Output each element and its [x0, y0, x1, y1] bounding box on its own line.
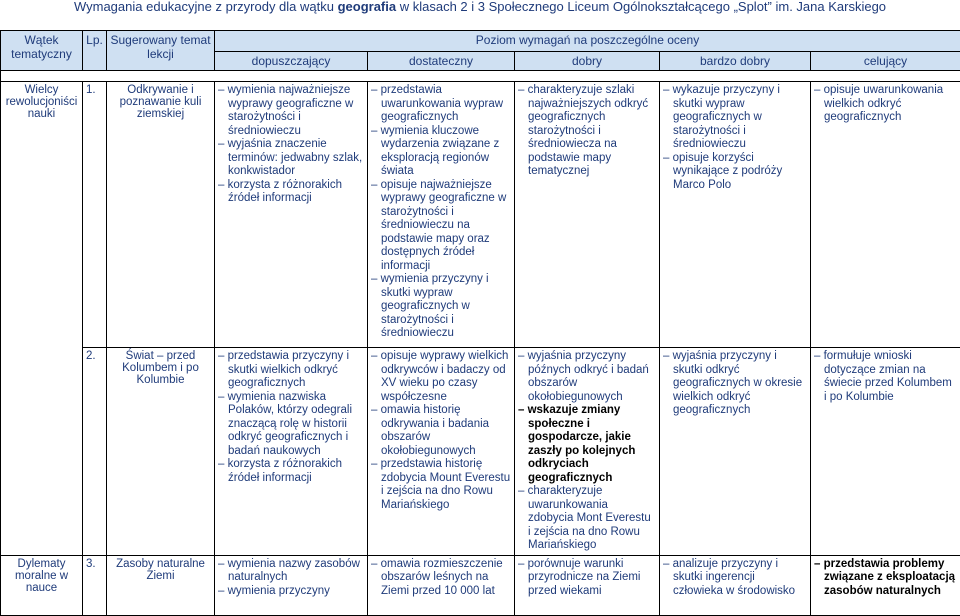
grade-cell-dostateczny — [368, 555, 515, 615]
requirement-item: – przedstawia historię zdobycia Mount Everestu i zejścia na dno Rowu Mariańskiego — [371, 458, 511, 512]
grade-cell-dostateczny — [368, 348, 515, 556]
header-lp: Lp. — [83, 31, 107, 71]
temat-cell: Świat – przed Kolumbem i po Kolumbie — [107, 348, 215, 556]
requirement-item: – formułuje wnioski dotyczące zmian na świecie przed Kolumbem i po Kolumbie — [814, 350, 957, 404]
header-grade: dobry — [515, 52, 660, 71]
table-row — [1, 82, 960, 348]
requirement-item: – wskazuje zmiany społeczne i gospodarcze, jakie zaszły po kolejnych odkryciach geograficznych — [518, 404, 656, 485]
requirement-item: – opisuje wyprawy wielkich odkrywców i badaczy od XV wieku po czasy współczesne — [371, 350, 511, 404]
requirement-item: – wyjaśnia znaczenie terminów: jedwabny szlak, konkwistador — [218, 138, 364, 179]
header-grade: celujący — [811, 52, 960, 71]
title-prefix: Wymagania edukacyjne z przyrody dla wątku — [74, 0, 338, 14]
grade-cell-bardzo-dobry — [660, 555, 811, 615]
grade-cell-dopuszczajacy — [215, 348, 368, 556]
lp-cell: 2. — [83, 348, 107, 556]
requirement-item: – wymienia nazwy zasobów naturalnych — [218, 558, 364, 585]
requirement-item: – wykazuje przyczyny i skutki wypraw geograficznych w starożytności i średniowieczu — [663, 84, 807, 152]
lp-cell: 1. — [83, 82, 107, 348]
header-poziom: Poziom wymagań na poszczególne oceny — [215, 31, 960, 52]
requirement-item: – przedstawia problemy związane z eksploatacją zasobów naturalnych — [814, 558, 957, 599]
grade-cell-dostateczny — [368, 82, 515, 348]
document-title — [0, 0, 960, 18]
header-grade: dopuszczający — [215, 52, 368, 71]
lp-cell: 3. — [83, 555, 107, 615]
watek-cell: Wielcy rewolucjoniści nauki — [1, 82, 83, 556]
requirement-item: – analizuje przyczyny i skutki ingerencji człowieka w środowisko — [663, 558, 807, 599]
requirement-item: – porównuje warunki przyrodnicze na Ziemi przed wiekami — [518, 558, 656, 599]
requirements-table — [0, 30, 960, 616]
watek-cell: Dylematy moralne w nauce — [1, 555, 83, 615]
grade-cell-dopuszczajacy — [215, 555, 368, 615]
requirement-item: – opisuje korzyści wynikające z podróży Marco Polo — [663, 152, 807, 193]
requirement-item: – charakteryzuje uwarunkowania zdobycia Mont Everestu i zejścia na dno Rowu Mariańskiego — [518, 485, 656, 553]
temat-cell: Zasoby naturalne Ziemi — [107, 555, 215, 615]
grade-cell-bardzo-dobry — [660, 348, 811, 556]
title-suffix: w klasach 2 i 3 Społecznego Liceum Ogólnokształcącego „Splot” im. Jana Karskiego — [396, 0, 886, 14]
temat-cell: Odkrywanie i poznawanie kuli ziemskiej — [107, 82, 215, 348]
requirement-item: – wymienia kluczowe wydarzenia związane z eksploracją regionów świata — [371, 125, 511, 179]
header-grade: dostateczny — [368, 52, 515, 71]
requirement-item: – opisuje najważniejsze wyprawy geograficzne w starożytności i średniowieczu na podstawie mapy oraz dostępnych źródeł informacji — [371, 179, 511, 274]
requirement-item: – wymienia nazwiska Polaków, którzy odegrali znaczącą rolę w historii odkryć geograficznych i badań naukowych — [218, 391, 364, 459]
requirement-item: – wyjaśnia przyczyny i skutki odkryć geograficznych w okresie wielkich odkryć geograficznych — [663, 350, 807, 418]
requirement-item: – przedstawia uwarunkowania wypraw geograficznych — [371, 84, 511, 125]
grade-cell-dobry — [515, 82, 660, 348]
grade-cell-dobry — [515, 555, 660, 615]
requirement-item: – charakteryzuje szlaki najważniejszych odkryć geograficznych starożytności i średniowiecza na podstawie mapy tematycznej — [518, 84, 656, 179]
grade-cell-dopuszczajacy — [215, 82, 368, 348]
grade-cell-celujacy — [811, 82, 960, 348]
requirement-item: – przedstawia przyczyny i skutki wielkich odkryć geograficznych — [218, 350, 364, 391]
grade-cell-celujacy — [811, 555, 960, 615]
requirement-item: – omawia rozmieszczenie obszarów leśnych na Ziemi przed 10 000 lat — [371, 558, 511, 599]
requirement-item: – wyjaśnia przyczyny późnych odkryć i badań obszarów okołobiegunowych — [518, 350, 656, 404]
grade-cell-dobry — [515, 348, 660, 556]
requirement-item: – omawia historię odkrywania i badania obszarów okołobiegunowych — [371, 404, 511, 458]
header-grade: bardzo dobry — [660, 52, 811, 71]
requirement-item: – korzysta z różnorakich źródeł informacji — [218, 179, 364, 206]
grade-cell-bardzo-dobry — [660, 82, 811, 348]
header-temat: Sugerowany temat lekcji — [107, 31, 215, 71]
requirement-item: – wymienia najważniejsze wyprawy geograficzne w starożytności i średniowieczu — [218, 84, 364, 138]
requirement-item: – wymienia przyczyny — [218, 585, 364, 599]
header-watek: Wątek tematyczny — [1, 31, 83, 71]
requirement-item: – korzysta z różnorakich źródeł informacji — [218, 458, 364, 485]
grade-cell-celujacy — [811, 348, 960, 556]
table-row — [1, 555, 960, 615]
title-bold: geografia — [338, 0, 397, 14]
requirement-item: – opisuje uwarunkowania wielkich odkryć geograficznych — [814, 84, 957, 125]
table-row — [1, 348, 960, 556]
requirement-item: – wymienia przyczyny i skutki wypraw geograficznych w starożytności i średniowieczu — [371, 273, 511, 341]
